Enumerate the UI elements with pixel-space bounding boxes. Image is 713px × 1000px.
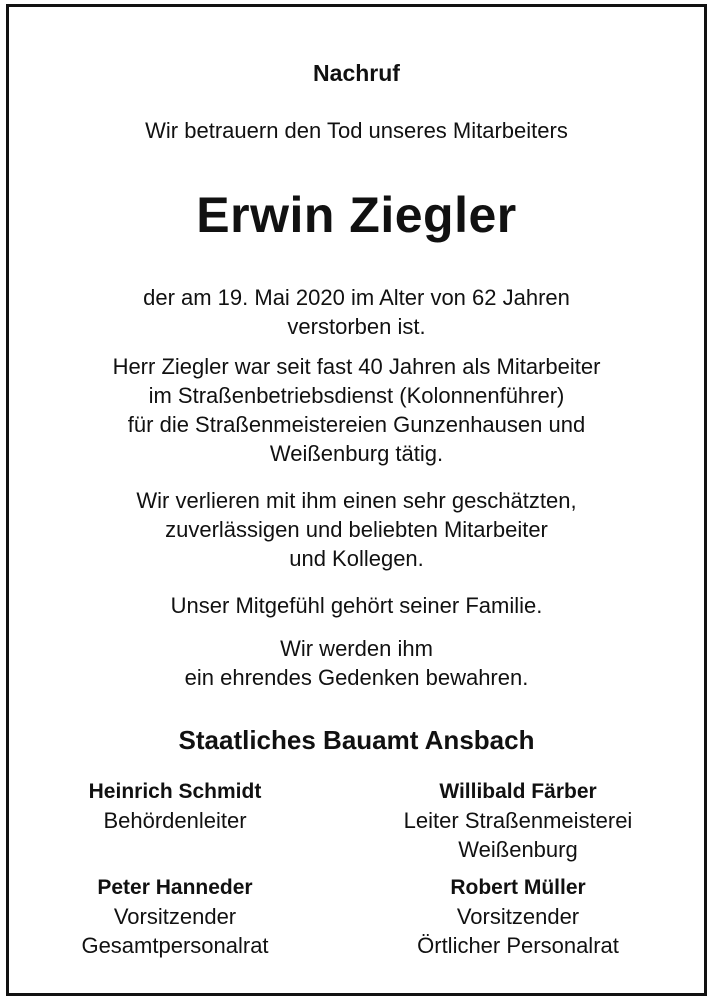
- signatory-name: Peter Hanneder: [97, 876, 253, 899]
- obituary-frame: [6, 4, 707, 996]
- paragraph-line: Herr Ziegler war seit fast 40 Jahren als Mitarbeiter: [112, 354, 601, 379]
- signatory-title: Örtlicher Personalrat: [417, 933, 619, 958]
- signatory-title: Vorsitzender: [456, 904, 580, 929]
- intro-text: Wir betrauern den Tod unseres Mitarbeiters: [145, 118, 568, 143]
- signatory-title: Leiter Straßenmeisterei: [403, 808, 633, 833]
- signatory-title: Vorsitzender: [113, 904, 237, 929]
- signatory-title: Weißenburg: [458, 837, 578, 862]
- signatory-block: [15, 873, 335, 960]
- paragraph-death-date: [9, 283, 704, 341]
- signatory-name: Heinrich Schmidt: [88, 780, 262, 803]
- paragraph-line: Wir verlieren mit ihm einen sehr geschätzten,: [136, 488, 577, 513]
- signatory-title: Gesamtpersonalrat: [81, 933, 269, 958]
- paragraph-line: zuverlässigen und beliebten Mitarbeiter: [165, 517, 548, 542]
- paragraph-remembrance: [9, 634, 704, 692]
- signatory-block: [358, 777, 678, 864]
- paragraph-condolence: [9, 591, 704, 620]
- paragraph-line: verstorben ist.: [287, 314, 426, 339]
- organization-name: Staatliches Bauamt Ansbach: [178, 725, 535, 755]
- notice-heading: Nachruf: [313, 60, 400, 86]
- paragraph-career: [9, 352, 704, 468]
- paragraph-line: ein ehrendes Gedenken bewahren.: [184, 665, 529, 690]
- paragraph-line: für die Straßenmeistereien Gunzenhausen und: [127, 412, 586, 437]
- paragraph-line: und Kollegen.: [289, 546, 424, 571]
- signatory-name: Willibald Färber: [439, 780, 597, 803]
- signatory-block: [15, 777, 335, 835]
- paragraph-line: Unser Mitgefühl gehört seiner Familie.: [170, 593, 543, 618]
- paragraph-line: Weißenburg tätig.: [269, 441, 444, 466]
- signatory-name: Robert Müller: [450, 876, 586, 899]
- paragraph-tribute: [9, 486, 704, 573]
- deceased-name: Erwin Ziegler: [196, 187, 517, 243]
- paragraph-line: Wir werden ihm: [280, 636, 433, 661]
- signatory-title: Behördenleiter: [103, 808, 247, 833]
- paragraph-line: der am 19. Mai 2020 im Alter von 62 Jahren: [143, 285, 570, 310]
- signatory-block: [358, 873, 678, 960]
- paragraph-line: im Straßenbetriebsdienst (Kolonnenführer): [148, 383, 565, 408]
